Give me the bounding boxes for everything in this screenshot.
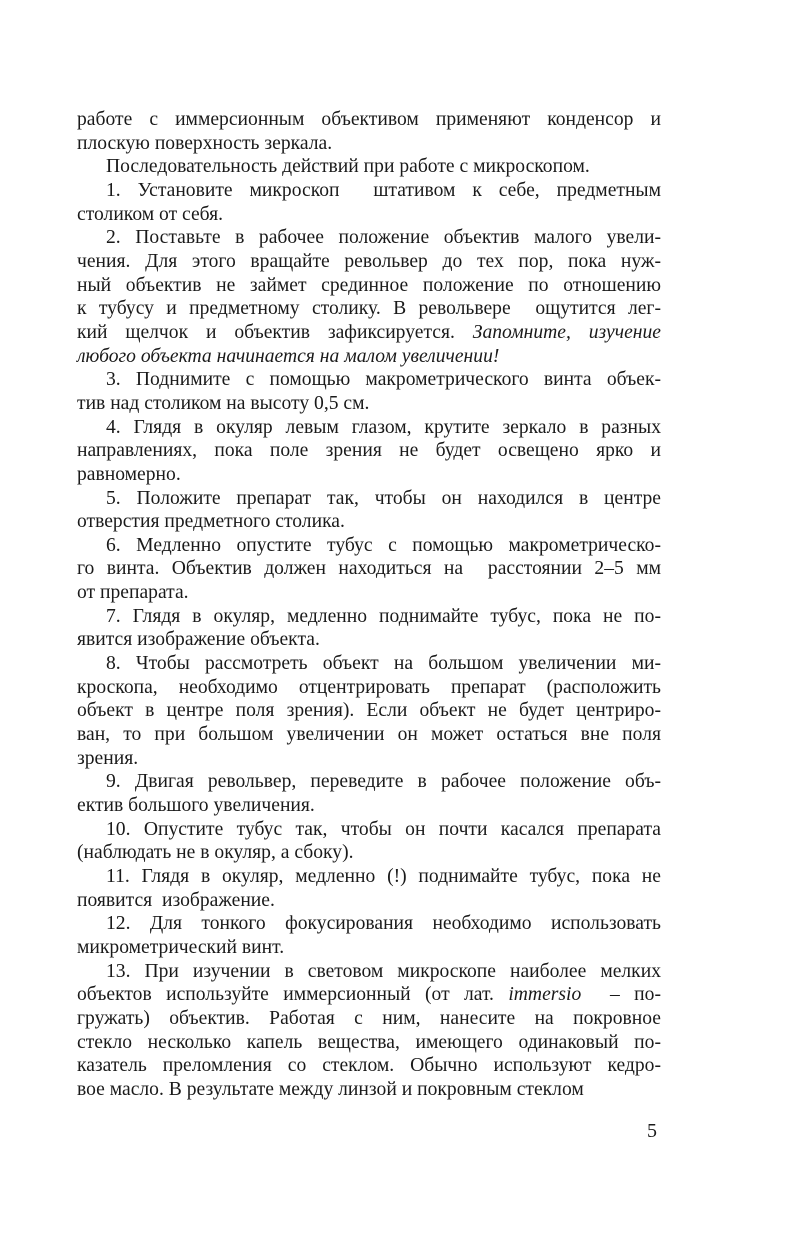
text-run: от препарата. xyxy=(77,582,189,604)
text-run: стекло несколько капель вещества, имеющего одинаковый по- xyxy=(77,1031,661,1053)
text-line xyxy=(77,581,661,605)
text-run: работе с иммерсионным объективом применяют конденсор и xyxy=(77,109,661,130)
text-run: 8. Чтобы рассмотреть объект на большом увеличении ми- xyxy=(106,653,661,675)
text-line xyxy=(77,794,661,818)
text-line xyxy=(77,983,661,1007)
text-line xyxy=(77,274,661,298)
text-line xyxy=(77,605,661,629)
text-run: 13. При изучении в световом микроскопе наиболее мелких xyxy=(106,960,661,982)
text-line xyxy=(77,487,661,511)
italic-text: immersio xyxy=(508,984,582,1006)
text-run: тив над столиком на высоту 0,5 см. xyxy=(77,392,370,414)
paragraph xyxy=(77,865,661,912)
text-run: равномерно. xyxy=(77,463,181,485)
text-run: ный объектив не займет срединное положение по отношению xyxy=(77,274,661,296)
text-line xyxy=(77,250,661,274)
text-run: 12. Для тонкого фокусирования необходимо использовать xyxy=(106,913,661,935)
text-run: 2. Поставьте в рабочее положение объектив малого увели- xyxy=(106,227,661,249)
text-line xyxy=(77,1007,661,1031)
paragraph xyxy=(77,108,661,155)
paragraph xyxy=(77,416,661,487)
text-line xyxy=(77,960,661,984)
text-run: к тубусу и предметному столику. В револьвере ощутится лег- xyxy=(77,298,661,320)
text-run: кроскопа, необходимо отцентрировать препарат (расположить xyxy=(77,676,661,698)
text-run: 6. Медленно опустите тубус с помощью макрометрическо- xyxy=(106,534,661,556)
text-run: объект в центре поля зрения). Если объект не будет центриро- xyxy=(77,700,661,722)
text-run: казатель преломления со стеклом. Обычно используют кедро- xyxy=(77,1055,661,1077)
text-run: 11. Глядя в окуляр, медленно (!) поднимайте тубус, пока не xyxy=(106,866,661,887)
paragraph xyxy=(77,487,661,534)
text-line xyxy=(77,392,661,416)
text-run: кий щелчок и объектив зафиксируется. xyxy=(77,321,473,343)
text-line xyxy=(77,132,661,156)
text-line xyxy=(77,179,661,203)
text-line xyxy=(77,345,661,369)
paragraph xyxy=(77,534,661,605)
text-line xyxy=(77,912,661,936)
italic-text: Запомните, изучение xyxy=(472,321,661,343)
paragraph xyxy=(77,179,661,226)
text-run: го винта. Объектив должен находиться на расстоянии 2–5 мм xyxy=(77,558,661,580)
text-line xyxy=(77,321,661,345)
paragraph xyxy=(77,770,661,817)
text-run: 10. Опустите тубус так, чтобы он почти касался препарата xyxy=(106,818,661,840)
text-line xyxy=(77,936,661,960)
text-line xyxy=(77,652,661,676)
paragraph xyxy=(77,368,661,415)
text-run: 3. Поднимите с помощью макрометрического винта объек- xyxy=(106,369,661,391)
text-line xyxy=(77,155,661,179)
paragraph xyxy=(77,818,661,865)
text-line xyxy=(77,865,661,889)
text-run: чения. Для этого вращайте револьвер до тех пор, пока нуж- xyxy=(77,250,661,272)
text-line xyxy=(77,203,661,227)
text-run: 1. Установите микроскоп штативом к себе, предметным xyxy=(106,179,661,201)
text-run: гружать) объектив. Работая с ним, нанесите на покровное xyxy=(77,1007,661,1029)
text-line xyxy=(77,889,661,913)
text-run: вое масло. В результате между линзой и покровным стеклом xyxy=(77,1078,584,1100)
text-run: ектив большого увеличения. xyxy=(77,795,315,817)
page-number: 5 xyxy=(647,1120,657,1142)
text-run: направлениях, пока поле зрения не будет освещено ярко и xyxy=(77,440,661,462)
text-run: 7. Глядя в окуляр, медленно поднимайте тубус, пока не по- xyxy=(106,605,661,627)
text-run: явится изображение объекта. xyxy=(77,629,320,651)
text-line xyxy=(77,108,661,132)
text-run: Последовательность действий при работе с микроскопом. xyxy=(106,156,590,178)
text-line xyxy=(77,1054,661,1078)
text-line xyxy=(77,463,661,487)
italic-text: любого объекта начинается на малом увеличении! xyxy=(77,345,500,367)
paragraph xyxy=(77,960,661,1102)
paragraph xyxy=(77,155,661,179)
text-line xyxy=(77,1078,661,1102)
text-run: – по- xyxy=(581,984,661,1006)
text-line xyxy=(77,770,661,794)
text-run: микрометрический винт. xyxy=(77,936,285,958)
text-line xyxy=(77,297,661,321)
text-line xyxy=(77,1031,661,1055)
text-line xyxy=(77,676,661,700)
text-run: (наблюдать не в окуляр, а сбоку). xyxy=(77,842,354,864)
paragraph xyxy=(77,226,661,368)
paragraph xyxy=(77,605,661,652)
text-run: отверстия предметного столика. xyxy=(77,511,345,533)
text-run: зрения. xyxy=(77,747,139,769)
text-run: 4. Глядя в окуляр левым глазом, крутите зеркало в разных xyxy=(106,416,661,438)
text-line xyxy=(77,723,661,747)
text-line xyxy=(77,818,661,842)
text-line xyxy=(77,416,661,440)
page-body xyxy=(77,108,661,1102)
text-run: столиком от себя. xyxy=(77,203,224,225)
text-line xyxy=(77,439,661,463)
text-run: появится изображение. xyxy=(77,889,275,911)
text-run: 9. Двигая револьвер, переведите в рабочее положение объ- xyxy=(106,771,661,793)
text-line xyxy=(77,628,661,652)
text-line xyxy=(77,747,661,771)
text-run: плоскую поверхность зеркала. xyxy=(77,132,333,154)
text-line xyxy=(77,841,661,865)
text-line xyxy=(77,699,661,723)
text-line xyxy=(77,368,661,392)
text-line xyxy=(77,534,661,558)
paragraph xyxy=(77,652,661,770)
text-line xyxy=(77,226,661,250)
paragraph xyxy=(77,912,661,959)
text-line xyxy=(77,510,661,534)
text-run: объектов используйте иммерсионный (от лат. xyxy=(77,984,509,1006)
text-run: ван, то при большом увеличении он может остаться вне поля xyxy=(77,724,661,746)
text-line xyxy=(77,557,661,581)
text-run: 5. Положите препарат так, чтобы он находился в центре xyxy=(106,487,661,509)
